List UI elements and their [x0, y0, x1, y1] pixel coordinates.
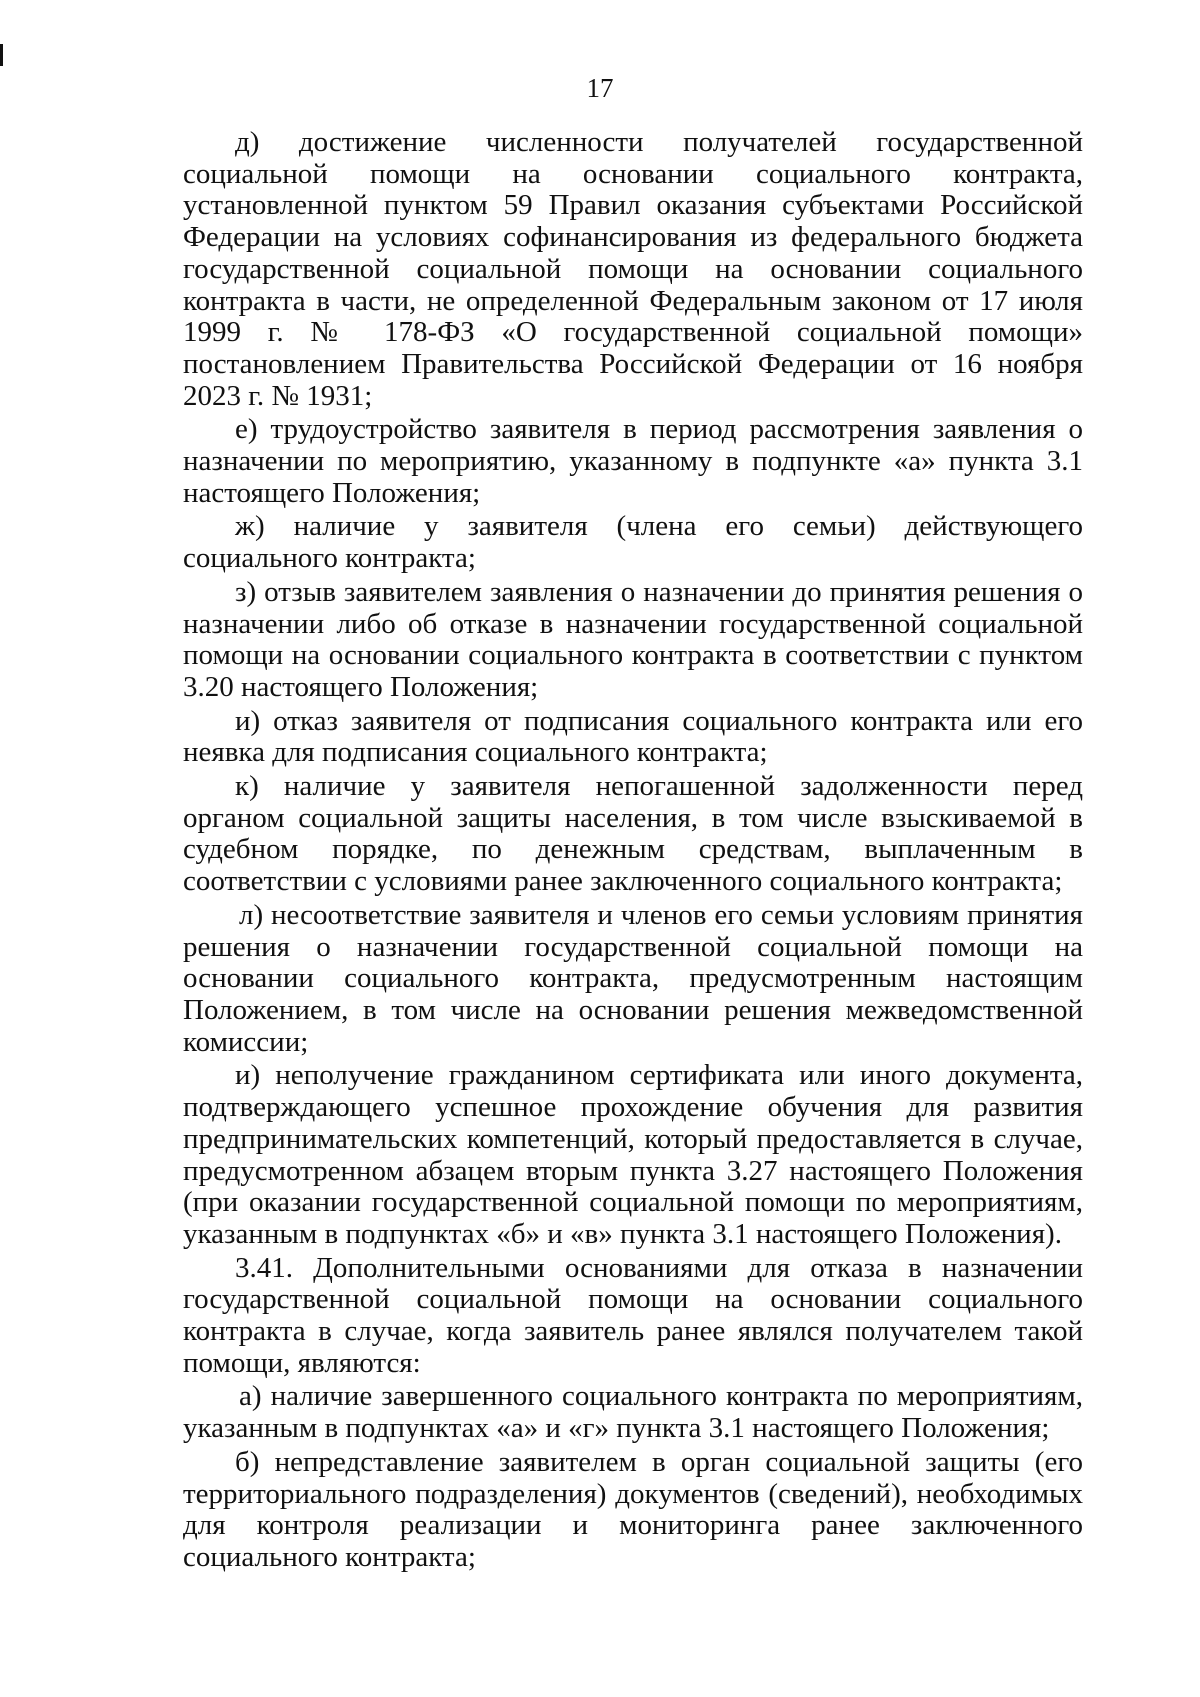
- paragraph-z: з) отзыв заявителем заявления о назначении до принятия решения о назначении либо об отказе в назначении государственной социальной помощи на основании социального контракта в соответствии с пунктом 3.20 настоящего Положения;: [183, 575, 1083, 703]
- page-number: 17: [586, 73, 614, 103]
- paragraph-d: д) достижение численности получателей государственной социальной помощи на основании социального контракта, установленной пунктом 59 Правил оказания субъектами Российской Федерации на условиях софинансирования из федерального бюджета государственной социальной помощи на основании социального контракта в части, не определенной Федеральным законом от 17 июля 1999 г. № 178-ФЗ «О государственной социальной помощи» постановлением Правительства Российской Федерации от 16 ноября 2023 г. № 1931;: [183, 126, 1083, 412]
- paragraph-a: а) наличие завершенного социального контракта по мероприятиям, указанным в подпунктах «а» и «г» пункта 3.1 настоящего Положения;: [183, 1380, 1083, 1445]
- paragraph-b: б) непредставление заявителем в орган социальной защиты (его территориального подразделения) документов (сведений), необходимых для контроля реализации и мониторинга ранее заключенного социального контракта;: [183, 1445, 1083, 1573]
- paragraph-i: и) отказ заявителя от подписания социального контракта или его неявка для подписания социального контракта;: [183, 704, 1083, 769]
- scan-edge-mark: [0, 44, 3, 66]
- paragraph-i-second: и) неполучение гражданином сертификата или иного документа, подтверждающего успешное прохождение обучения для развития предпринимательских компетенций, который предоставляется в случае, предусмотренном абзацем вторым пункта 3.27 настоящего Положения (при оказании государственной социальной помощи по мероприятиям, указанным в подпунктах «б» и «в» пункта 3.1 настоящего Положения).: [183, 1059, 1083, 1250]
- paragraph-e: е) трудоустройство заявителя в период рассмотрения заявления о назначении по мероприятию, указанному в подпункте «а» пункта 3.1 настоящего Положения;: [183, 413, 1083, 509]
- document-body: [183, 127, 1083, 1576]
- paragraph-zh: ж) наличие у заявителя (члена его семьи) действующего социального контракта;: [183, 510, 1083, 575]
- paragraph-3-41: 3.41. Дополнительными основаниями для отказа в назначении государственной социальной помощи на основании социального контракта в случае, когда заявитель ранее являлся получателем такой помощи, являются:: [183, 1251, 1083, 1379]
- paragraph-l: л) несоответствие заявителя и членов его семьи условиям принятия решения о назначении государственной социальной помощи на основании социального контракта, предусмотренным настоящим Положением, в том числе на основании решения межведомственной комиссии;: [183, 898, 1083, 1058]
- paragraph-k: к) наличие у заявителя непогашенной задолженности перед органом социальной защиты населения, в том числе взыскиваемой в судебном порядке, по денежным средствам, выплаченным в соответствии с условиями ранее заключенного социального контракта;: [183, 770, 1083, 898]
